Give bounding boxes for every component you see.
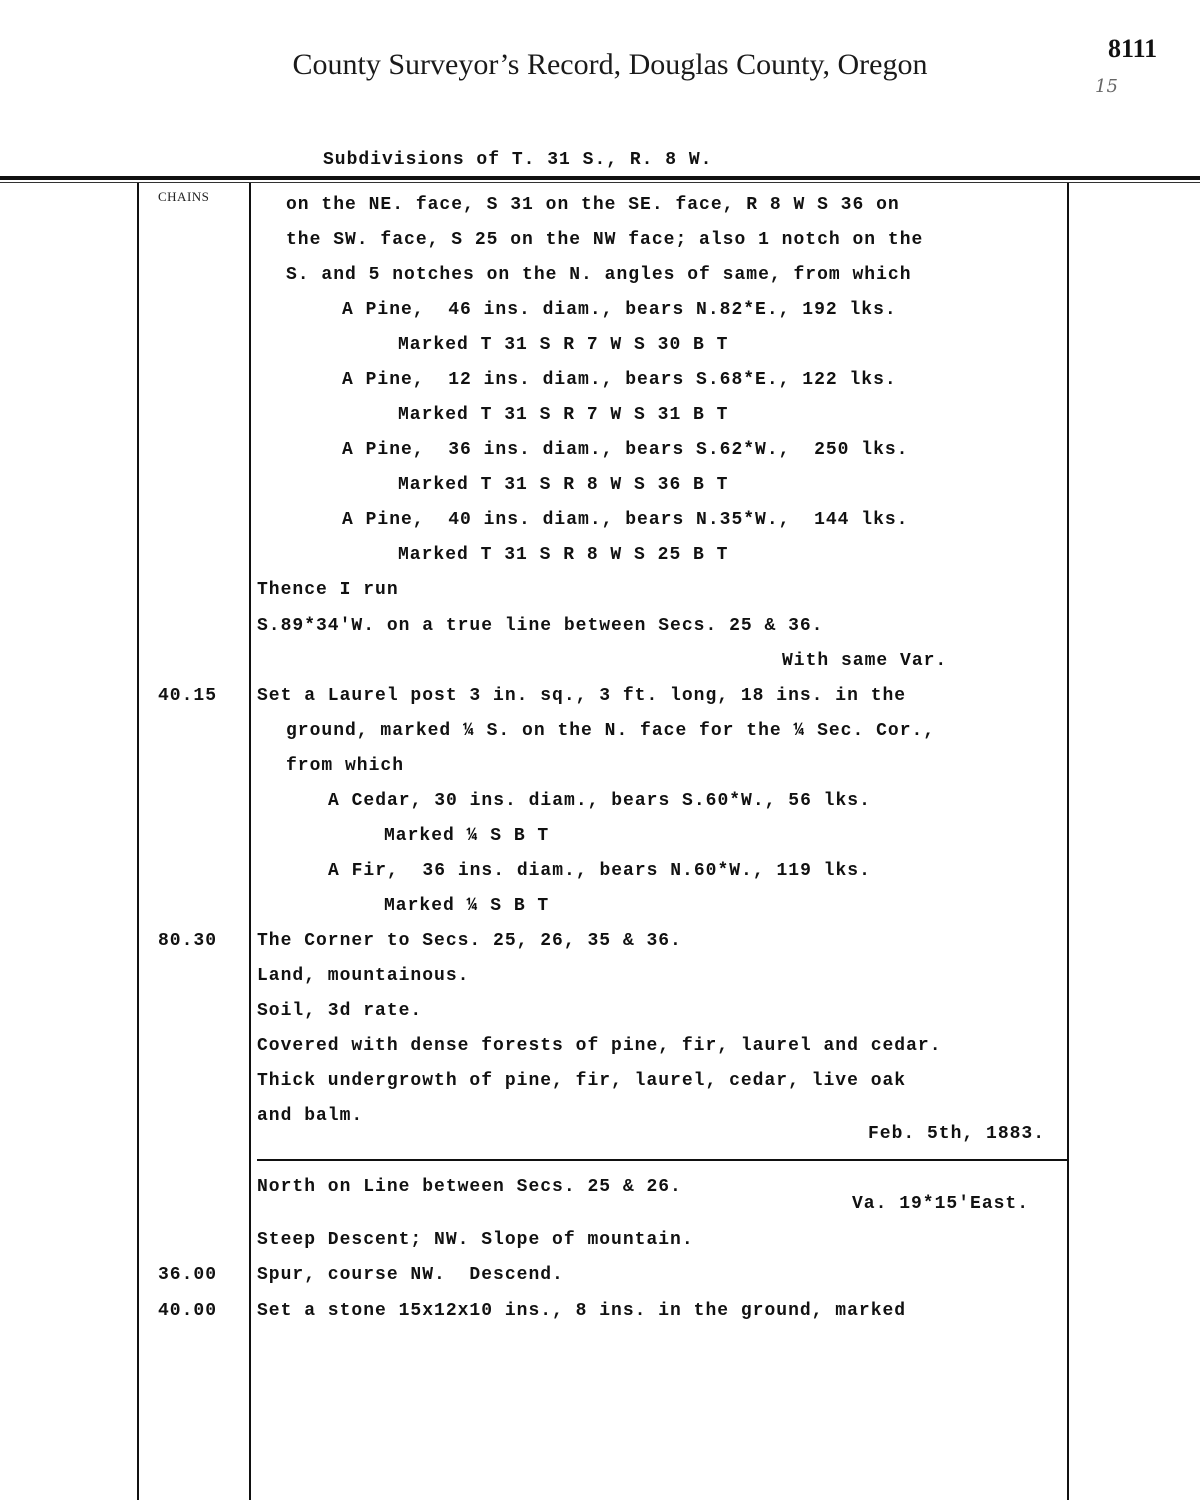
chains-column-heading: CHAINS <box>158 189 210 204</box>
record-line: Marked ¼ S B T <box>384 896 550 916</box>
chain-value: 80.30 <box>158 931 218 951</box>
record-line: Set a stone 15x12x10 ins., 8 ins. in the ground, marked <box>257 1301 907 1321</box>
chain-value: 40.15 <box>158 686 218 706</box>
record-line: Marked T 31 S R 7 W S 31 B T <box>398 405 729 425</box>
header-rule-thick <box>0 176 1200 180</box>
record-line: The Corner to Secs. 25, 26, 35 & 36. <box>257 931 682 951</box>
entry-separator <box>257 1159 1069 1161</box>
chain-value: 36.00 <box>158 1265 218 1285</box>
chains-column-line <box>249 183 251 1500</box>
record-line: A Pine, 12 ins. diam., bears S.68*E., 122 lks. <box>342 370 897 390</box>
record-line: Marked T 31 S R 8 W S 36 B T <box>398 475 729 495</box>
record-line: Marked T 31 S R 8 W S 25 B T <box>398 545 729 565</box>
chain-value: 40.00 <box>158 1301 218 1321</box>
record-line: Thick undergrowth of pine, fir, laurel, cedar, live oak <box>257 1071 907 1091</box>
record-line: A Pine, 36 ins. diam., bears S.62*W., 250 lks. <box>342 440 909 460</box>
record-line: S. and 5 notches on the N. angles of same, from which <box>286 265 912 285</box>
record-line: Covered with dense forests of pine, fir, laurel and cedar. <box>257 1036 942 1056</box>
record-line: and balm. <box>257 1106 364 1126</box>
page-title: County Surveyor’s Record, Douglas County, Oregon <box>292 48 928 81</box>
record-line: Marked T 31 S R 7 W S 30 B T <box>398 335 729 355</box>
page-number: 8111 <box>1108 34 1158 63</box>
right-margin-line <box>1067 183 1069 1500</box>
record-date: Feb. 5th, 1883. <box>868 1124 1046 1144</box>
record-line: from which <box>286 756 405 776</box>
page-subtitle: Subdivisions of T. 31 S., R. 8 W. <box>323 150 713 170</box>
record-line: North on Line between Secs. 25 & 26. <box>257 1177 682 1197</box>
record-line: With same Var. <box>782 651 948 671</box>
record-line: A Fir, 36 ins. diam., bears N.60*W., 119 lks. <box>328 861 871 881</box>
record-line: Set a Laurel post 3 in. sq., 3 ft. long, 18 ins. in the <box>257 686 907 706</box>
record-line: A Pine, 46 ins. diam., bears N.82*E., 192 lks. <box>342 300 897 320</box>
record-line: the SW. face, S 25 on the NW face; also 1 notch on the <box>286 230 924 250</box>
record-line: Soil, 3d rate. <box>257 1001 423 1021</box>
record-line: ground, marked ¼ S. on the N. face for the ¼ Sec. Cor., <box>286 721 936 741</box>
record-variation: Va. 19*15'East. <box>852 1194 1030 1214</box>
record-line: S.89*34'W. on a true line between Secs. 25 & 36. <box>257 616 824 636</box>
record-line: Thence I run <box>257 580 399 600</box>
header-rule-thin <box>0 182 1200 183</box>
record-line: Land, mountainous. <box>257 966 470 986</box>
left-margin-line <box>137 183 139 1500</box>
record-line: Spur, course NW. Descend. <box>257 1265 564 1285</box>
record-line: Marked ¼ S B T <box>384 826 550 846</box>
record-line: Steep Descent; NW. Slope of mountain. <box>257 1230 694 1250</box>
record-line: A Cedar, 30 ins. diam., bears S.60*W., 56 lks. <box>328 791 871 811</box>
record-line: on the NE. face, S 31 on the SE. face, R 8 W S 36 on <box>286 195 900 215</box>
pencil-note: 15 <box>1095 76 1118 97</box>
record-line: A Pine, 40 ins. diam., bears N.35*W., 144 lks. <box>342 510 909 530</box>
